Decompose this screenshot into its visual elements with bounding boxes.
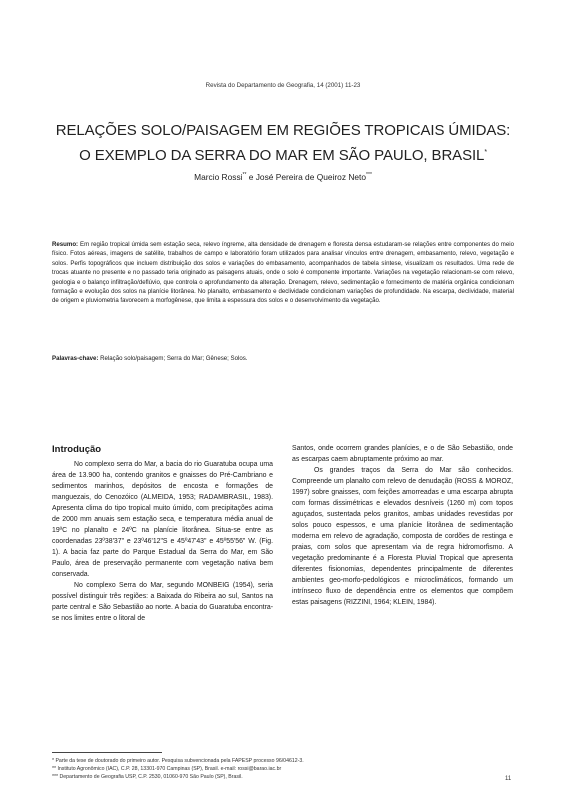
right-paragraph-1: Os grandes traços da Serra do Mar são conhecidos. Compreende um planalto com relevo de denudação (ROSS & MOROZ, 1997) sobre gnaisses, com feições amorreadas e uma escarpa abrupta com formas dissimétricas e elevados desníveis (1260 m) com topos aguçados, sustentada pelos granitos, ambas unidades revestidas por solos pouco espessos, e uma planície litorânea de sedimentação moderna em relevo de agradação, composta de cordões de restinga e praias, com solos que apresentam via de regra hidromorfismo. A vegetação predominante é a Floresta Pluvial Tropical que apresenta diferentes fisionomias, dependentes principalmente de diferentes ambientes geo-morfo-pedológicos e microclimáticos, formando um intrínseco fluxo de dependência entre os elementos que compõem estas paisagens (RIZZINI, 1964; KLEIN, 1984). <box>292 467 513 606</box>
keywords <box>52 354 514 363</box>
left-column <box>52 443 273 624</box>
authors <box>0 172 566 182</box>
author-separator: e <box>246 172 256 182</box>
abstract <box>52 240 514 306</box>
title-line-2-text: O EXEMPLO DA SERRA DO MAR EM SÃO PAULO, BRASIL <box>79 147 485 164</box>
author-1-mark: ** <box>242 172 247 179</box>
keywords-text: Relação solo/paisagem; Serra do Mar; Gênese; Solos. <box>100 355 248 362</box>
footnote-1: * Parte da tese de doutorado do primeiro autor. Pesquisa subvencionada pela FAPESP processo 96/04612-3. <box>52 758 304 764</box>
footnote-divider <box>52 752 162 753</box>
abstract-text: Em região tropical úmida sem estação seca, relevo íngreme, alta densidade de drenagem e floresta densa estudaram-se relações entre componentes do meio físico. Fotos aéreas, imagens de satélite, trabalhos de campo e laboratório foram utilizados para analisar vínculos entre drenagem, embasamento, relevo, vegetação e solos. Perfis topográficos que incluem distribuição dos solos e variações do embasamento, acompanhados de tabela síntese, visualizam os resultados. Uma rede de trocas atuante no presente e no passado teria originado as paisagens atuais, onde o solo é componente importante. Variações na vegetação relacionam-se com relevo, geologia e o balanço infiltração/deflúvio, que controla o aprofundamento da alteração. Drenagem, relevo, sedimentação e fornecimento de matéria orgânica condicionam formação e evolução dos solos na planície litorânea. No planalto, embasamento e declividade condicionam variações de profundidade. Na escarpa, declividade, material de origem e pluviometria favorecem a morfogênese, que limita a espessura dos solos e o desenvolvimento da vegetação. <box>52 241 514 305</box>
title-footnote-mark: * <box>484 149 487 156</box>
author-1: Marcio Rossi <box>194 172 243 182</box>
keywords-label: Palavras-chave: <box>52 355 99 362</box>
article-title <box>40 120 526 167</box>
journal-header: Revista do Departamento de Geografia, 14 (2001) 11-23 <box>205 82 361 89</box>
right-column <box>292 443 513 608</box>
abstract-label: Resumo: <box>52 241 79 248</box>
left-paragraph-1: No complexo serra do Mar, a bacia do rio Guaratuba ocupa uma área de 13.900 ha, contendo granitos e gnaisses do Pré-Cambriano e sedimentos marinhos, depósitos de encosta e formações de manguezais, do Cenozóico (ALMEIDA, 1953; RADAMBRASIL, 1983). Apresenta clima do tipo tropical muito úmido, com precipitações acima de 2000 mm anuais sem estação seca, e temperatura média anual de 19ºC no planalto e 24ºC na planície litorânea. Situa-se entre as coordenadas 23º38'37" e 23º46'12"S e 45º47'43" e 45º55'56" W. (Fig. 1). A bacia faz parte do Parque Estadual da Serra do Mar, em São Paulo, área de preservação permanente com vegetação nativa bem conservada. <box>52 461 273 578</box>
right-paragraph-continued: Santos, onde ocorrem grandes planícies, e o de São Sebastião, onde as escarpas caem abruptamente próximo ao mar. <box>292 445 513 463</box>
left-paragraph-2: No complexo Serra do Mar, segundo MONBEIG (1954), seria possível distinguir três regiões: a Baixada do Ribeira ao sul, Santos na parte central e São Sebastião ao norte. A bacia do Guaratuba encontra-se nos limites entre o litoral de <box>52 582 273 622</box>
author-2: José Pereira de Queiroz Neto <box>255 172 367 182</box>
author-2-mark: *** <box>366 172 372 179</box>
footnote-3: *** Departamento de Geografia USP, C.P. 2530, 01060-970 São Paulo (SP), Brasil. <box>52 774 243 780</box>
footnotes <box>52 757 514 781</box>
title-line-2 <box>40 142 526 167</box>
page-number: 11 <box>505 776 512 782</box>
footnote-2: ** Instituto Agronômico (IAC), C.P. 28, 13301-970 Campinas (SP), Brasil. e-mail: rossi@barao.iac.br <box>52 766 282 772</box>
title-line-1: RELAÇÕES SOLO/PAISAGEM EM REGIÕES TROPICAIS ÚMIDAS: <box>55 122 511 139</box>
section-title-introducao: Introdução <box>52 444 102 455</box>
